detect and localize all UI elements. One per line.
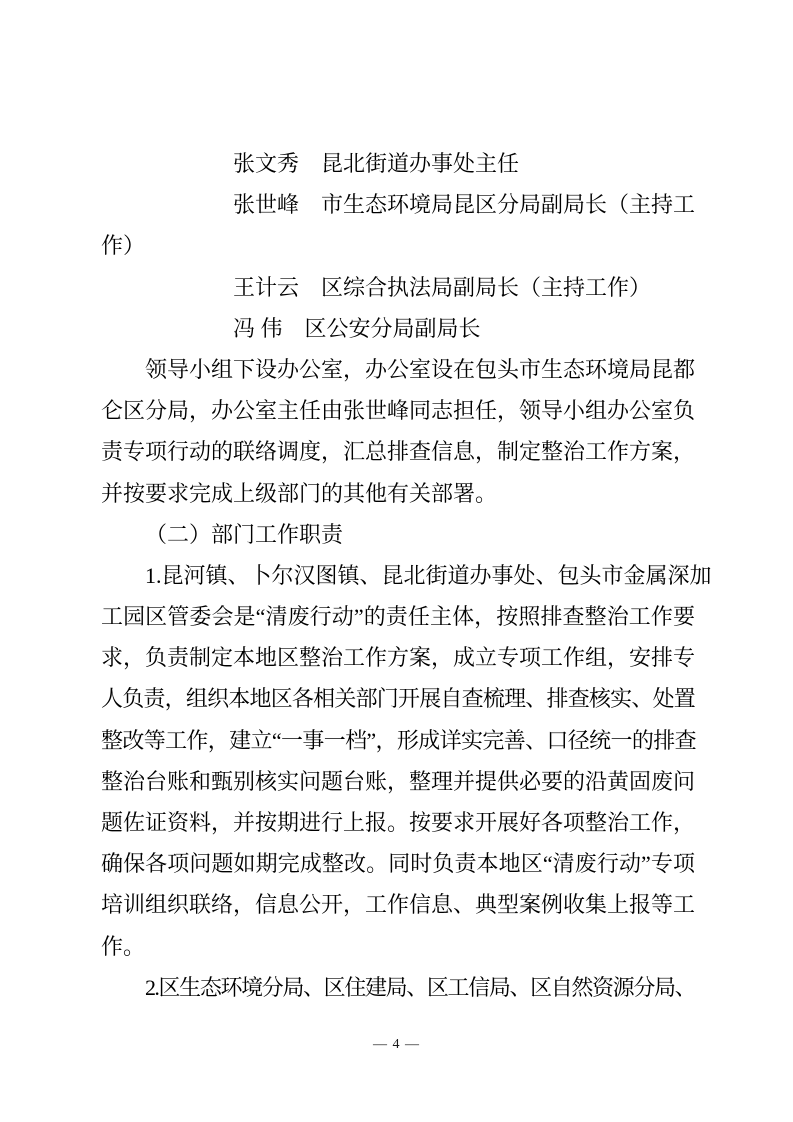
page-number: — 4 — [373, 1037, 420, 1052]
text-line: 整改等工作，建立“一事一档”，形成详实完善、口径统一的排查 [101, 727, 695, 753]
text-line: 张世峰 市生态环境局昆区分局副局长（主持工 [233, 192, 696, 218]
page-footer [0, 1037, 793, 1053]
text-line: 工园区管委会是“清废行动”的责任主体，按照排查整治工作要 [101, 604, 695, 630]
text-line: 确保各项问题如期完成整改。同时负责本地区“清废行动”专项 [101, 851, 695, 877]
text-line: 冯 伟 区公安分局副局长 [233, 315, 481, 341]
text-line: 作） [101, 233, 146, 259]
text-line: 领导小组下设办公室，办公室设在包头市生态环境局昆都 [145, 356, 696, 382]
text-line: 张文秀 昆北街道办事处主任 [233, 151, 520, 176]
text-line: 责专项行动的联络调度，汇总排查信息，制定整治工作方案， [101, 439, 696, 465]
text-line: 仑区分局，办公室主任由张世峰同志担任，领导小组办公室负 [101, 398, 696, 424]
text-line: 作。 [101, 933, 146, 959]
text-line: 整治台账和甄别核实问题台账，整理并提供必要的沿黄固废问 [101, 768, 696, 794]
text-line: 2.区生态环境分局、区住建局、区工信局、区自然资源分局、 [145, 974, 695, 1000]
text-line: 求，负责制定本地区整治工作方案，成立专项工作组，安排专 [101, 645, 696, 671]
text-line: 1.昆河镇、卜尔汉图镇、昆北街道办事处、包头市金属深加 [145, 562, 712, 588]
text-line: 人负责，组织本地区各相关部门开展自查梳理、排查核实、处置 [101, 686, 695, 712]
text-line: 题佐证资料，并按期进行上报。按要求开展好各项整治工作， [101, 810, 696, 835]
document-body [101, 143, 712, 1008]
section-heading: （二）部门工作职责 [145, 521, 344, 547]
text-line: 王计云 区综合执法局副局长（主持工作） [233, 274, 652, 300]
text-line: 培训组织联络，信息公开，工作信息、典型案例收集上报等工 [101, 892, 696, 918]
text-line: 并按要求完成上级部门的其他有关部署。 [101, 480, 498, 506]
